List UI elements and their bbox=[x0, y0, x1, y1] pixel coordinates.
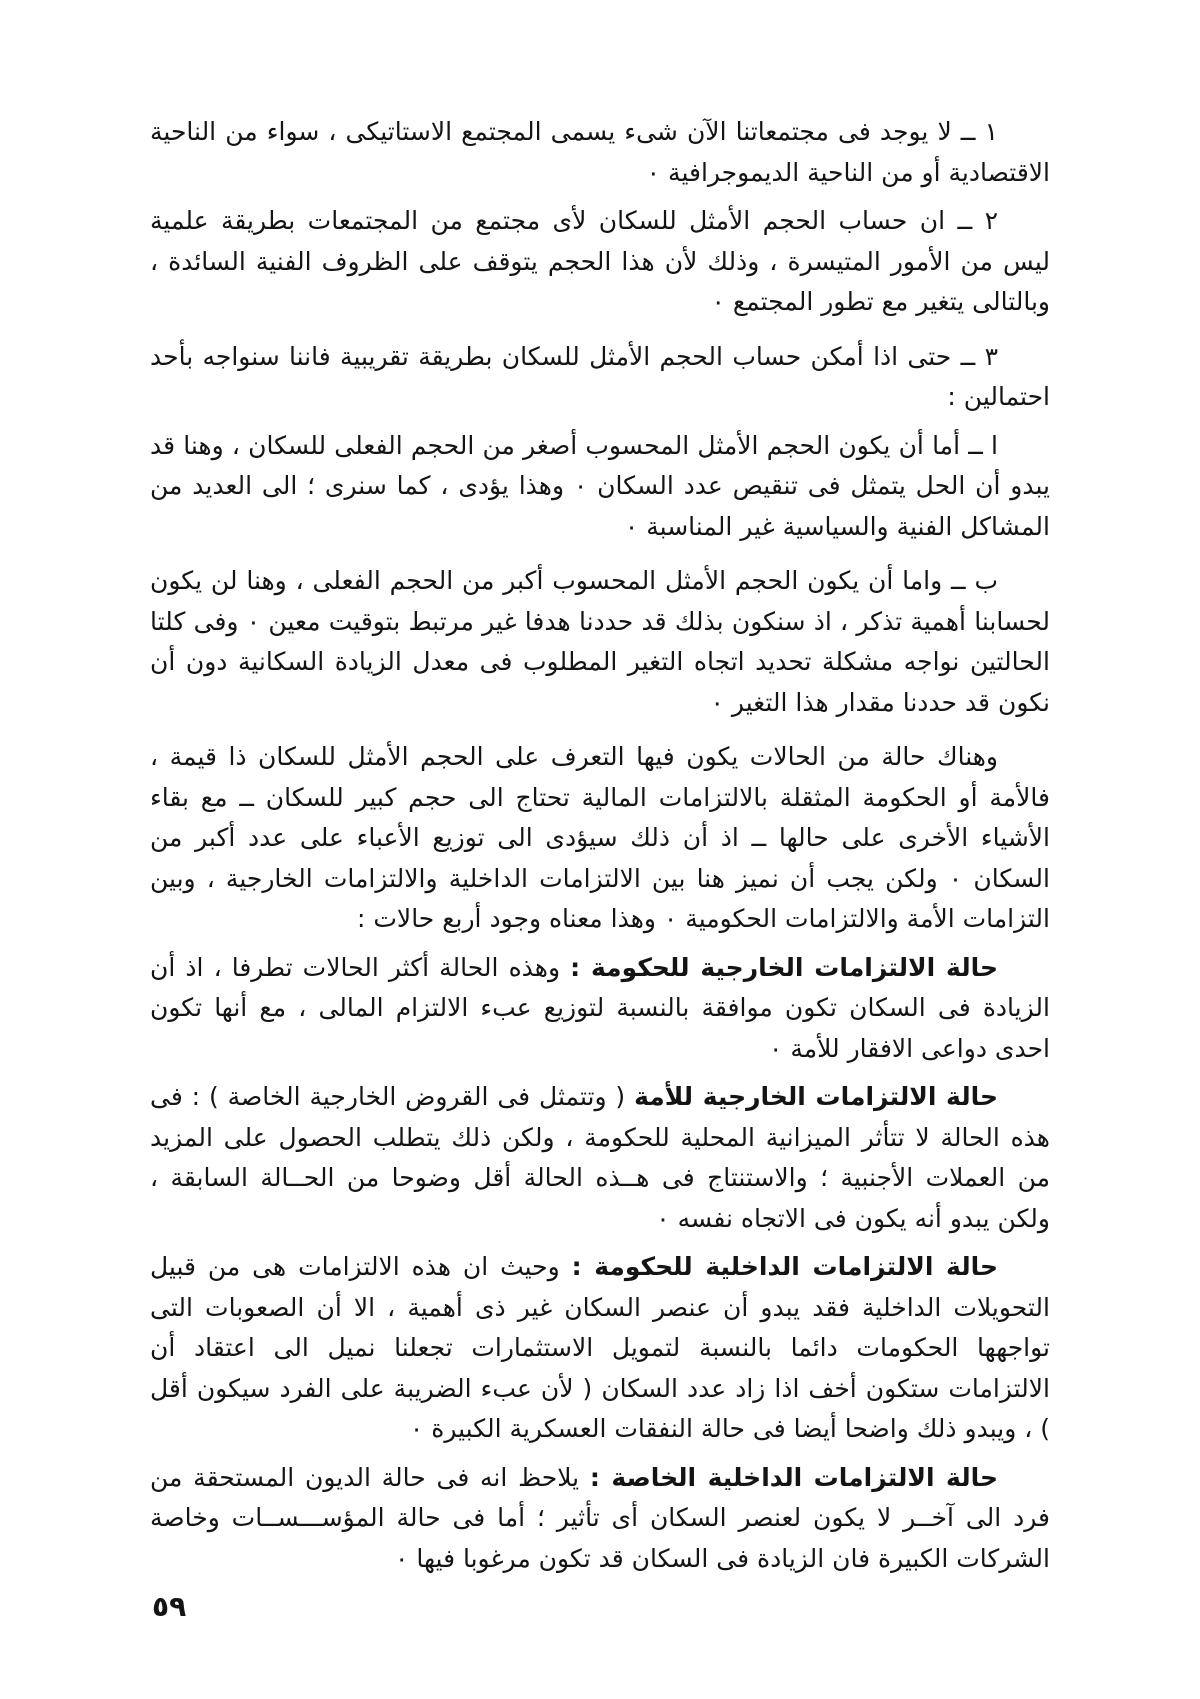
case-text: يلاحظ انه فى حالة الديون المستحقة من فرد الى آخــر لا يكون لعنصر السكان أى تأثير ؛ أما فى حالة المؤســـســات وخاصة الشركات الكبيرة فان الزيادة فى السكان قد تكون مرغوبا فيها ٠ bbox=[150, 1462, 1050, 1573]
case-external-government bbox=[150, 948, 1050, 1070]
case-text: وحيث ان هذه الالتزامات هى من قبيل التحويلات الداخلية فقد يبدو أن عنصر السكان غير ذى أهمية ، الا أن الصعوبات التى تواجهها الحكومات دائما بالنسبة لتمويل الاستثمارات تجعلنا نميل الى اعتقاد أن الالتزامات ستكون أخف اذا زاد عدد السكان ( لأن عبء الضريبة على الفرد سيكون أقل ) ، ويبدو ذلك واضحا أيضا فى حالة النفقات العسكرية الكبيرة ٠ bbox=[150, 1252, 1050, 1443]
case-heading: حالة الالتزامات الداخلية للحكومة : bbox=[571, 1252, 998, 1281]
case-internal-private bbox=[150, 1458, 1050, 1580]
paragraph-point-3: ٣ ــ حتى اذا أمكن حساب الحجم الأمثل للسكان بطريقة تقريبية فاننا سنواجه بأحد احتمالين : bbox=[150, 341, 1050, 411]
case-external-nation bbox=[150, 1077, 1050, 1239]
case-heading: حالة الالتزامات الخارجية للأمة bbox=[634, 1082, 998, 1111]
paragraph-option-a: ا ــ أما أن يكون الحجم الأمثل المحسوب أصغر من الحجم الفعلى للسكان ، وهنا قد يبدو أن الحل يتمثل فى تنقيص عدد السكان ٠ وهذا يؤدى ، كما سنرى ؛ الى العديد من المشاكل الفنية والسياسية غير المناسبة ٠ bbox=[150, 430, 1050, 541]
paragraph-point-2: ٢ ــ ان حساب الحجم الأمثل للسكان لأى مجتمع من المجتمعات بطريقة علمية ليس من الأمور المتيسرة ، وذلك لأن هذا الحجم يتوقف على الظروف الفنية السائدة ، وبالتالى يتغير مع تطور المجتمع ٠ bbox=[150, 206, 1050, 316]
paragraph-option-b: ب ــ واما أن يكون الحجم الأمثل المحسوب أكبر من الحجم الفعلى ، وهنا لن يكون لحسابنا أهمية تذكر ، اذ سنكون بذلك قد حددنا هدفا غير مرتبط بتوقيت معين ٠ وفى كلتا الحالتين نواجه مشكلة تحديد اتجاه التغير المطلوب فى معدل الزيادة السكانية دون أن نكون قد حددنا مقدار هذا التغير ٠ bbox=[150, 566, 1051, 717]
case-heading: حالة الالتزامات الخارجية للحكومة : bbox=[570, 952, 998, 982]
case-text: وهذه الحالة أكثر الحالات تطرفا ، اذ أن الزيادة فى السكان تكون موافقة بالنسبة لتوزيع عبء الالتزام المالى ، مع أنها تكون احدى دواعى الافقار للأمة ٠ bbox=[150, 952, 1050, 1063]
case-internal-government bbox=[150, 1247, 1050, 1450]
case-text: ( وتتمثل فى القروض الخارجية الخاصة ) : فى هذه الحالة لا تتأثر الميزانية المحلية للحكومة ، ولكن ذلك يتطلب الحصول على المزيد من العملات الأجنبية ؛ والاستنتاج فى هــذه الحالة أقل وضوحا من الحــالة السابقة ، ولكن يبدو أنه يكون فى الاتجاه نفسه ٠ bbox=[150, 1082, 1050, 1233]
paragraph-four-cases-intro: وهناك حالة من الحالات يكون فيها التعرف على الحجم الأمثل للسكان ذا قيمة ، فالأمة أو الحكومة المثقلة بالالتزامات المالية تحتاج الى حجم كبير للسكان ــ مع بقاء الأشياء الأخرى على حالها ــ اذ أن ذلك سيؤدى الى توزيع الأعباء على عدد أكبر من السكان ٠ ولكن يجب أن نميز هنا بين الالتزامات الداخلية والالتزامات الخارجية ، وبين التزامات الأمة والالتزامات الحكومية ٠ وهذا معناه وجود أربع حالات : bbox=[150, 742, 1050, 933]
case-heading: حالة الالتزامات الداخلية الخاصة : bbox=[589, 1462, 999, 1492]
paragraph-point-1: ١ ــ لا يوجد فى مجتمعاتنا الآن شىء يسمى المجتمع الاستاتيكى ، سواء من الناحية الاقتصادية أو من الناحية الديموجرافية ٠ bbox=[150, 117, 1050, 187]
page-number: ٥٩ bbox=[152, 1590, 187, 1623]
document-page bbox=[150, 112, 1050, 1587]
